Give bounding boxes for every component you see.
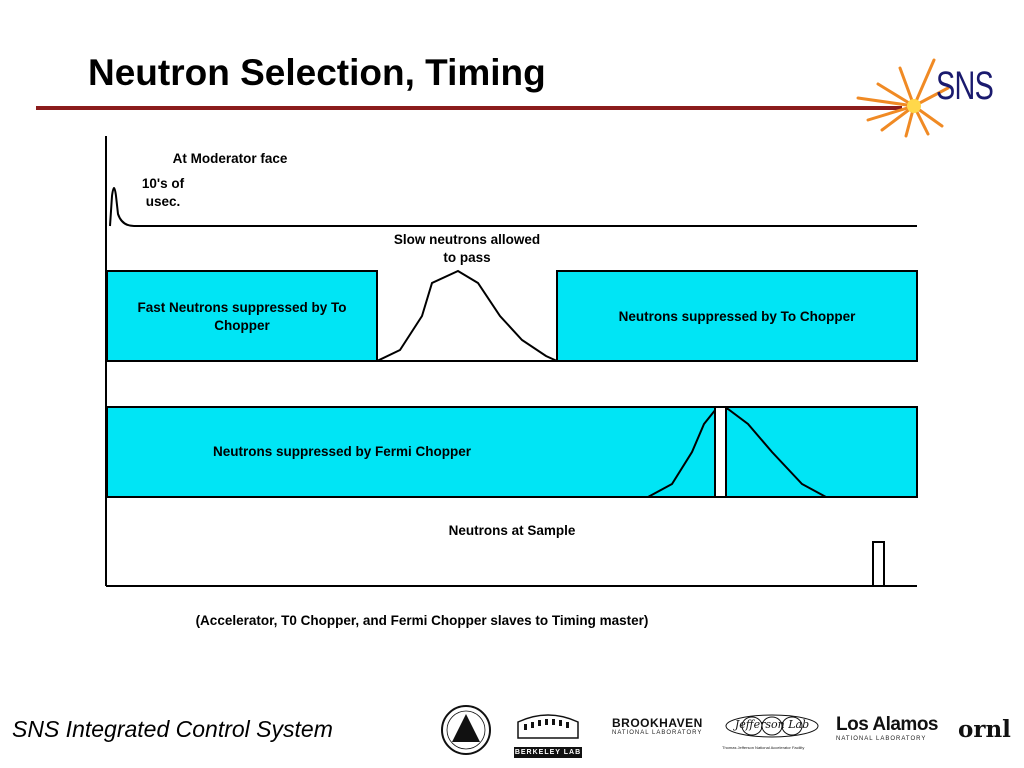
timing-footnote: (Accelerator, T0 Chopper, and Fermi Chopper slaves to Timing master) (195, 613, 649, 628)
berkeley-building-icon (514, 704, 582, 742)
pulse-width-label (126, 175, 200, 211)
pulse-width-line-1: 10's of (141, 176, 185, 191)
ornl-logo: ornl (958, 716, 1011, 743)
sns-logo-text: SNS (936, 64, 994, 108)
fast-neutrons-line-1: Fast Neutrons suppressed by To (137, 300, 347, 315)
slow-neutrons-line-2: to pass (443, 250, 491, 265)
slow-neutrons-label (376, 231, 558, 267)
argonne-logo (440, 704, 492, 756)
berkeley-lab-text: BERKELEY LAB (514, 749, 582, 756)
fermi-open-window (715, 407, 726, 497)
jefferson-lab-logo (722, 712, 822, 750)
slow-neutrons-line-1: Slow neutrons allowed (393, 232, 541, 247)
moderator-label: At Moderator face (172, 151, 288, 166)
brookhaven-subtext: NATIONAL LABORATORY (612, 730, 703, 736)
pulse-width-line-2: usec. (145, 194, 181, 209)
slide-title: Neutron Selection, Timing (88, 52, 546, 93)
jefferson-subtext: Thomas Jefferson National Accelerator Facility (722, 745, 805, 750)
berkeley-lab-logo (514, 704, 582, 756)
fast-neutrons-label (112, 299, 372, 335)
brookhaven-text: BROOKHAVEN (612, 716, 703, 730)
fast-neutrons-line-2: Chopper (214, 318, 270, 333)
footer-title: SNS Integrated Control System (12, 716, 333, 742)
brookhaven-logo (612, 716, 708, 736)
los-alamos-subtext: NATIONAL LABORATORY (836, 736, 927, 742)
slow-neutron-peak (377, 271, 557, 361)
fermi-suppressed-label: Neutrons suppressed by Fermi Chopper (212, 444, 472, 459)
sample-label: Neutrons at Sample (448, 523, 576, 538)
jefferson-lab-text: Jefferson Lab (734, 718, 810, 731)
sample-pulse (873, 542, 884, 586)
t0-suppressed-label: Neutrons suppressed by To Chopper (618, 309, 856, 324)
los-alamos-text: Los Alamos (836, 714, 938, 735)
moderator-pulse (110, 188, 917, 226)
los-alamos-logo (836, 714, 946, 742)
